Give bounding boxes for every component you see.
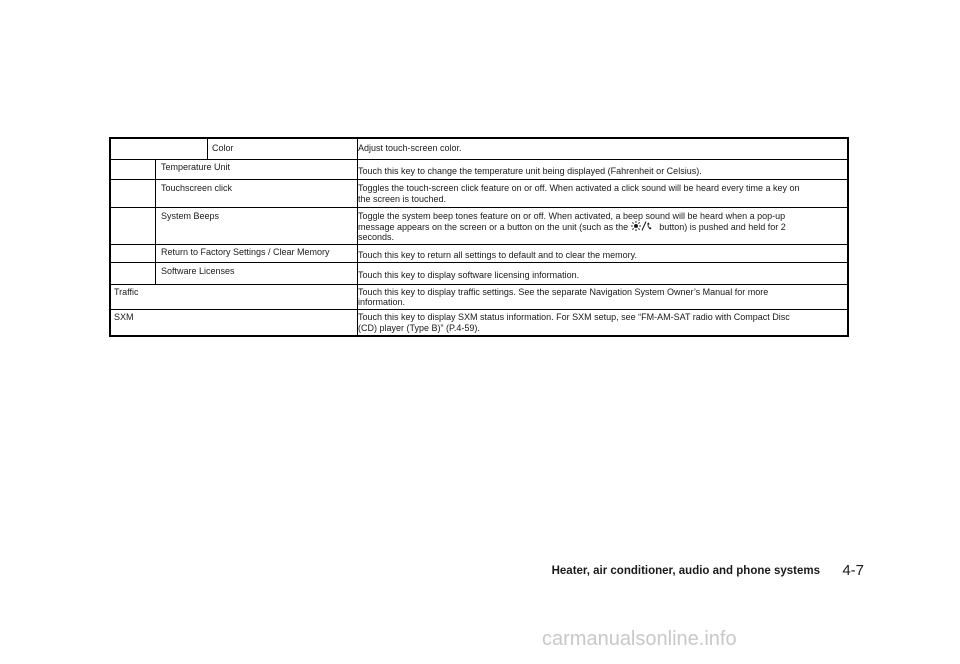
- item-description: Toggles the touch-screen click feature on or off. When activated a click sound will be heard every time a key on: [358, 183, 800, 193]
- item-description: information.: [358, 297, 406, 307]
- row-divider: [111, 207, 847, 208]
- settings-table: [109, 137, 849, 337]
- item-description: Touch this key to display software licensing information.: [358, 270, 580, 280]
- item-label: Touchscreen click: [161, 183, 233, 193]
- item-label: Software Licenses: [161, 266, 235, 276]
- page-number: 4-7: [842, 562, 864, 579]
- item-description: (CD) player (Type B)” (P.4-59).: [358, 323, 480, 333]
- item-description: Toggle the system beep tones feature on or off. When activated, a beep sound will be heard when a pop-up: [358, 211, 786, 221]
- section-title: Heater, air conditioner, audio and phone systems: [551, 565, 820, 577]
- item-description: seconds.: [358, 232, 395, 242]
- row-divider: [111, 309, 847, 310]
- row-divider: [111, 284, 847, 285]
- item-description: the screen is touched.: [358, 194, 447, 204]
- page-footer: [0, 562, 960, 582]
- item-description: Touch this key to display SXM status information. For SXM setup, see “FM-AM-SAT radio with Compact Disc: [358, 312, 790, 322]
- brightness-phone-icon: [631, 221, 657, 231]
- item-description: Touch this key to change the temperature unit being displayed (Fahrenheit or Celsius).: [358, 166, 702, 176]
- row-divider: [111, 244, 847, 245]
- item-description: Touch this key to display traffic settings. See the separate Navigation System Owner’s Manual for more: [358, 287, 769, 297]
- item-label: Return to Factory Settings / Clear Memory: [161, 247, 330, 257]
- item-label: Temperature Unit: [161, 162, 231, 172]
- column-divider: [155, 159, 156, 284]
- item-description: Adjust touch-screen color.: [358, 143, 462, 153]
- row-divider: [111, 159, 847, 160]
- row-divider: [111, 262, 847, 263]
- item-description: Touch this key to return all settings to default and to clear the memory.: [358, 250, 637, 260]
- row-divider: [111, 179, 847, 180]
- watermark: carmanualsonline.info: [542, 628, 737, 650]
- item-label: Color: [212, 143, 234, 153]
- item-label: SXM: [114, 312, 134, 322]
- item-description: message appears on the screen or a button on the unit (such as the button) is pushed and held for 2: [358, 222, 786, 232]
- column-divider: [207, 139, 208, 159]
- item-label: System Beeps: [161, 211, 220, 221]
- item-label: Traffic: [114, 287, 139, 297]
